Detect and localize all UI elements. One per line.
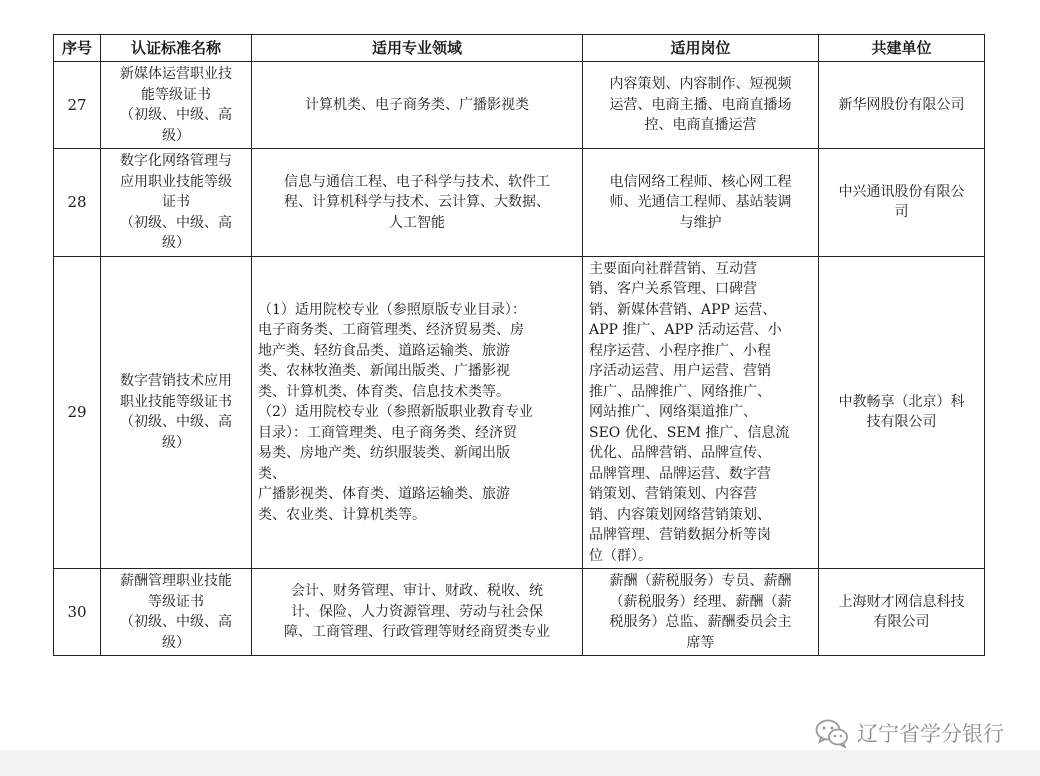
partner-unit: 新华网股份有限公司: [819, 62, 985, 149]
table-row: [54, 62, 985, 149]
bottom-band: [0, 750, 1040, 776]
applicable-positions: 内容策划、内容制作、短视频 运营、电商主播、电商直播场 控、电商直播运营: [583, 62, 819, 149]
standard-name: 数字营销技术应用 职业技能等级证书 （初级、中级、高 级）: [101, 256, 252, 569]
wechat-icon: [815, 718, 849, 748]
table-row: [54, 256, 985, 569]
header-positions: 适用岗位: [583, 35, 819, 62]
watermark-text: 辽宁省学分银行: [857, 722, 1004, 746]
applicable-positions: 电信网络工程师、核心网工程 师、光通信工程师、基站装调 与维护: [583, 149, 819, 257]
watermark: [815, 718, 1004, 748]
row-number: 27: [54, 62, 101, 149]
partner-unit: 中兴通讯股份有限公 司: [819, 149, 985, 257]
standard-name: 薪酬管理职业技能 等级证书 （初级、中级、高 级）: [101, 569, 252, 656]
applicable-fields: 信息与通信工程、电子科学与技术、软件工 程、计算机科学与技术、云计算、大数据、 人工智能: [252, 149, 583, 257]
header-no: 序号: [54, 35, 101, 62]
certification-table: [53, 34, 985, 656]
row-number: 28: [54, 149, 101, 257]
table-header-row: [54, 35, 985, 62]
applicable-fields: 计算机类、电子商务类、广播影视类: [252, 62, 583, 149]
applicable-fields: 会计、财务管理、审计、财政、税收、统 计、保险、人力资源管理、劳动与社会保 障、工商管理、行政管理等财经商贸类专业: [252, 569, 583, 656]
applicable-positions: 薪酬（薪税服务）专员、薪酬 （薪税服务）经理、薪酬（薪 税服务）总监、薪酬委员会主 席等: [583, 569, 819, 656]
table-row: [54, 149, 985, 257]
partner-unit: 上海财才网信息科技 有限公司: [819, 569, 985, 656]
applicable-positions: 主要面向社群营销、互动营 销、客户关系管理、口碑营 销、新媒体营销、APP 运营、 APP 推广、APP 活动运营、小 程序运营、小程序推广、小程 序活动运营、用户运营、营销 推广、品牌推广、网络推广、 网站推广、网络渠道推广、 SEO 优化、SEM 推广、信息流 优化、品牌营销、品牌宣传、 品牌管理、品牌运营、数字营 销策划、营销策划、内容营 销、内容策划网络营销策划、 品牌管理、营销数据分析等岗 位（群）。: [583, 256, 819, 569]
partner-unit: 中教畅享（北京）科 技有限公司: [819, 256, 985, 569]
header-partner: 共建单位: [819, 35, 985, 62]
applicable-fields: （1）适用院校专业（参照原版专业目录）： 电子商务类、工商管理类、经济贸易类、房 地产类、轻纺食品类、道路运输类、旅游 类、农林牧渔类、新闻出版类、广播影视 类、计算机类、体育类、信息技术类等。 （2）适用院校专业（参照新版职业教育专业 目录）：工商管理类、电子商务类、经济贸 易类、房地产类、纺织服装类、新闻出版 类、 广播影视类、体育类、道路运输类、旅游 类、农业类、计算机类等。: [252, 256, 583, 569]
table-row: [54, 569, 985, 656]
row-number: 30: [54, 569, 101, 656]
header-standard-name: 认证标准名称: [101, 35, 252, 62]
header-fields: 适用专业领域: [252, 35, 583, 62]
standard-name: 数字化网络管理与 应用职业技能等级 证书 （初级、中级、高 级）: [101, 149, 252, 257]
row-number: 29: [54, 256, 101, 569]
standard-name: 新媒体运营职业技 能等级证书 （初级、中级、高 级）: [101, 62, 252, 149]
